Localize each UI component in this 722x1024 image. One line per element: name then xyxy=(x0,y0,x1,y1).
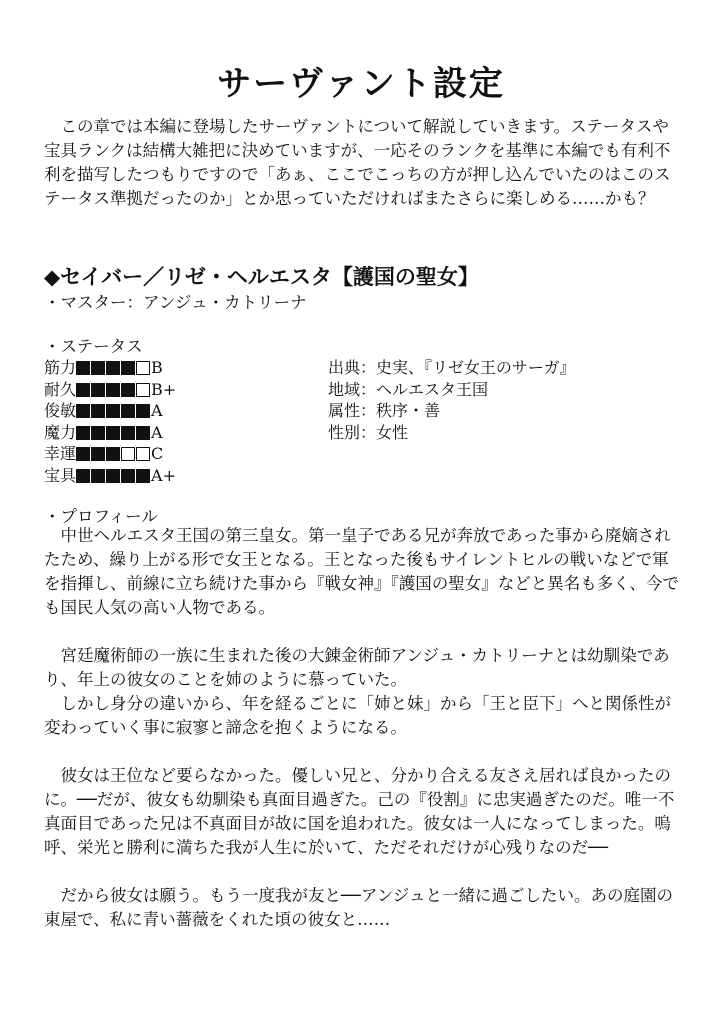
stat-box-filled xyxy=(106,447,120,461)
stat-box-filled xyxy=(91,404,105,418)
stat-gauge xyxy=(76,380,151,399)
stat-box-filled xyxy=(136,426,150,440)
profile-heading: ・プロフィール xyxy=(44,507,158,526)
stat-box-filled xyxy=(76,469,90,483)
stat-gauge xyxy=(76,466,151,485)
stat-row xyxy=(44,465,304,487)
stat-box-filled xyxy=(106,404,120,418)
stat-box-empty xyxy=(136,383,150,397)
stat-box-empty xyxy=(136,447,150,461)
stat-row xyxy=(44,443,304,465)
stat-rank: A xyxy=(151,422,163,442)
stat-box-filled xyxy=(76,361,90,375)
stat-box-filled xyxy=(106,361,120,375)
stat-rank: A xyxy=(151,401,163,420)
stat-gauge xyxy=(76,423,151,442)
stat-label: 幸運 xyxy=(44,444,77,463)
stat-box-filled xyxy=(91,361,105,375)
stat-box-filled xyxy=(121,383,135,397)
profile-text: 中世ヘルエスタ王国の第三皇女。第一皇子である兄が奔放であった事から廃嫡されたため、繰り上がる形で女王となる。王となった後もサイレントヒルの戦いなどで軍を指揮し、前線に立ち続けた事から『戦女神』『護国の聖女』などと異名も多く、今でも国民人気の高い人物である。 宮廷魔術師の一族に生まれた後の大錬金術師アンジュ・カトリーナとは幼馴染であり、年上の彼女のことを姉のように慕っていた。 しかし身分の違いから、年を経るごとに「姉と妹」から「王と臣下」へと関係性が変わっていく事に寂寥と諦念を抱くようになる。 彼女は王位など要らなかった。優しい兄と、分かり合える友さえ居れば良かったのに。──だが、彼女も幼馴染も真面目過ぎた。己の『役割』に忠実過ぎたのだ。唯一不真面目であった兄は不真面目が故に国を追われた。彼女は一人になってしまった。嗚呼、栄光と勝利に満ちた我が人生に於いて、ただそれだけが心残りなのだ── だから彼女は願う。もう一度我が友と──アンジュと一緒に過ごしたい。あの庭園の東屋で、私に青い薔薇をくれた頃の彼女と…… xyxy=(44,526,679,929)
stat-box-filled xyxy=(121,469,135,483)
stat-label: 宝具 xyxy=(44,465,77,485)
stat-gauge xyxy=(76,444,151,463)
info-source: 出典：史実、『リゼ女王のサーガ』 xyxy=(328,358,576,377)
stat-box-filled xyxy=(91,447,105,461)
stat-box-filled xyxy=(91,383,105,397)
stat-gauge xyxy=(76,401,151,420)
stat-row xyxy=(44,357,304,379)
stat-box-empty xyxy=(136,361,150,375)
servant-heading: ◆セイバー／リゼ・ヘルエスタ【護国の聖女】 xyxy=(44,264,479,289)
stat-rank: B+ xyxy=(151,379,177,399)
stat-label: 魔力 xyxy=(44,422,77,442)
stat-rank: B xyxy=(151,358,163,377)
stats-list xyxy=(44,357,304,486)
stat-rank: A+ xyxy=(151,465,176,485)
info-region: 地域：ヘルエスタ王国 xyxy=(328,379,489,399)
stat-gauge xyxy=(76,358,151,377)
stat-row xyxy=(44,422,304,444)
stat-box-filled xyxy=(121,404,135,418)
stat-box-filled xyxy=(106,469,120,483)
stat-label: 俊敏 xyxy=(44,401,77,420)
info-gender: 性別：女性 xyxy=(328,422,409,442)
stat-label: 耐久 xyxy=(44,379,77,399)
stat-box-filled xyxy=(91,469,105,483)
stat-box-filled xyxy=(76,404,90,418)
stat-box-filled xyxy=(106,426,120,440)
stat-label: 筋力 xyxy=(44,358,77,377)
stat-box-filled xyxy=(91,426,105,440)
intro-paragraph: この章では本編に登場したサーヴァントについて解説していきます。ステータスや宝具ランクは結構大雑把に決めていますが、一応そのランクを基準に本編でも有利不利を描写したつもりですので「あぁ、ここでこっちの方が押し込んでいたのはこのステータス準拠だったのか」とか思っていただければまたさらに楽しめる……かも？ xyxy=(44,117,671,208)
master-line: ・マスター：アンジュ・カトリーナ xyxy=(44,293,307,312)
stat-box-filled xyxy=(76,383,90,397)
info-alignment: 属性：秩序・善 xyxy=(328,401,441,420)
stat-box-filled xyxy=(121,361,135,375)
stat-rank: C xyxy=(151,444,164,463)
stat-row xyxy=(44,400,304,422)
page-title: サーヴァント設定 xyxy=(217,64,505,104)
stat-box-filled xyxy=(136,469,150,483)
stat-box-filled xyxy=(76,426,90,440)
stat-box-filled xyxy=(136,404,150,418)
stat-row xyxy=(44,379,304,401)
stat-box-filled xyxy=(106,383,120,397)
stat-box-filled xyxy=(121,426,135,440)
status-heading: ・ステータス xyxy=(44,337,143,356)
info-list xyxy=(328,357,658,443)
stat-box-empty xyxy=(121,447,135,461)
stat-box-filled xyxy=(76,447,90,461)
